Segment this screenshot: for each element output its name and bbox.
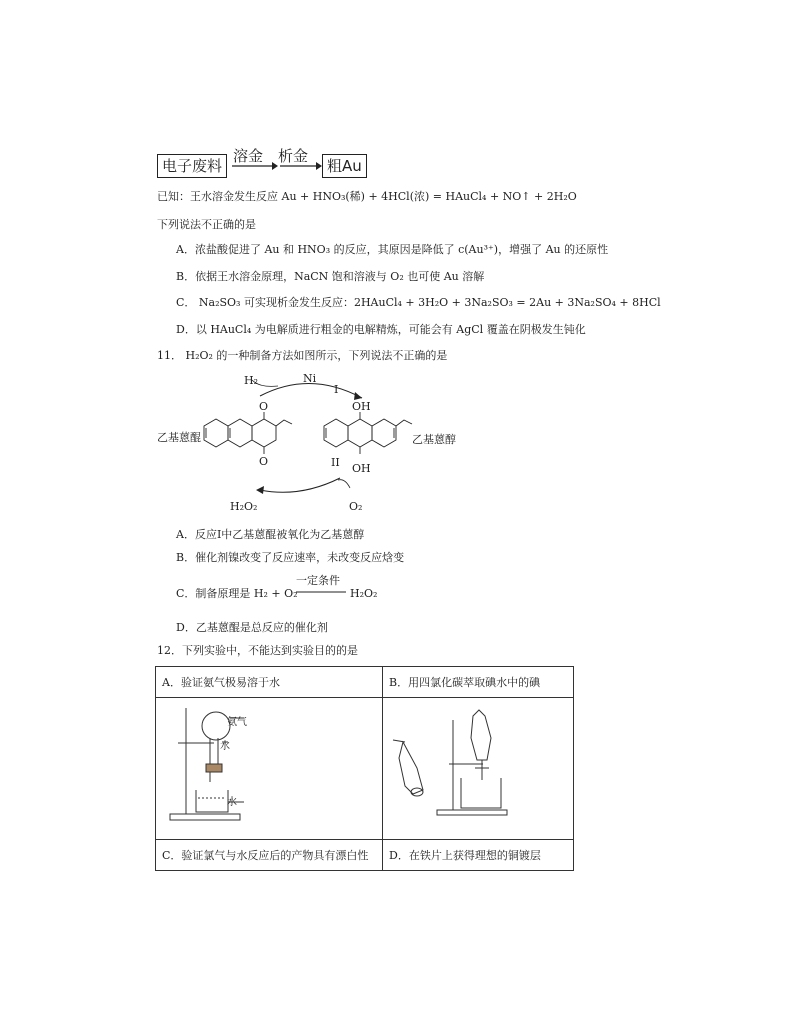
q10-stem: 下列说法不正确的是: [157, 218, 256, 231]
q11-h2o2-label: H₂O₂: [230, 500, 258, 513]
q11-o-bottom: O: [259, 455, 269, 468]
known-reaction: 已知：王水溶金发生反应 Au + HNO₃(稀) + 4HCl(浓) = HAuCl₄ + NO↑ + 2H₂O: [157, 190, 577, 203]
flow-box-crude-au: 粗Au: [322, 154, 367, 178]
q12-cell-a: A．验证氨气极易溶于水: [156, 667, 383, 698]
q12-figure-b: [383, 698, 574, 840]
q12-cell-c: C．验证氯气与水反应后的产物具有漂白性: [156, 840, 383, 871]
q10-option-d: D．以 HAuCl₄ 为电解质进行粗金的电解精炼，可能会有 AgCl 覆盖在阴极发生钝化: [176, 323, 586, 336]
q11-option-c: C．制备原理是 H₂ + O₂: [176, 587, 298, 600]
q11-oh-top: OH: [352, 400, 371, 413]
q11-ni-label: Ni: [303, 372, 317, 385]
q11-c-product: H₂O₂: [350, 587, 378, 600]
q11-stem: 11． H₂O₂ 的一种制备方法如图所示，下列说法不正确的是: [157, 349, 448, 362]
q12-label-water-lower: 水: [227, 797, 237, 808]
flow-box-ewaste: 电子废料: [157, 154, 227, 178]
q11-left-name: 乙基蒽醌: [157, 431, 201, 444]
flow-label-precipitate: 析金: [278, 147, 309, 165]
q11-o-top: O: [259, 400, 269, 413]
q12-label-nh3: 氨气: [227, 717, 247, 728]
q11-c-condition: 一定条件: [296, 574, 340, 587]
q12-table: [155, 666, 574, 871]
q12-cell-d: D．在铁片上获得理想的铜镀层: [383, 840, 574, 871]
q11-c-arrow-line: [296, 590, 348, 594]
q10-option-b: B．依据王水溶金原理，NaCN 饱和溶液与 O₂ 也可使 Au 溶解: [176, 270, 485, 283]
separatory-funnel-figure: [383, 698, 573, 836]
q11-option-d: D．乙基蒽醌是总反应的催化剂: [176, 621, 328, 634]
q11-option-a: A．反应Ⅰ中乙基蒽醌被氧化为乙基蒽醇: [176, 528, 365, 541]
q11-right-name: 乙基蒽醇: [412, 433, 456, 446]
q10-option-a: A．浓盐酸促进了 Au 和 HNO₃ 的反应，其原因是降低了 c(Au³⁺)，增强了 Au 的还原性: [176, 243, 609, 256]
q11-oh-bottom: OH: [352, 462, 371, 475]
q11-option-b: B．催化剂镍改变了反应速率，未改变反应焓变: [176, 551, 405, 564]
q11-h2-label: H₂: [244, 374, 259, 387]
q12-stem: 12．下列实验中，不能达到实验目的的是: [157, 644, 358, 657]
flow-label-dissolve: 溶金: [233, 147, 264, 165]
q12-label-water-upper: 水: [220, 741, 230, 752]
q12-figure-a: [156, 698, 383, 840]
fountain-apparatus-figure: [156, 698, 382, 836]
q10-option-c: C． Na₂SO₃ 可实现析金发生反应：2HAuCl₄ + 3H₂O + 3Na₂SO₃ = 2Au + 3Na₂SO₄ + 8HCl: [176, 296, 661, 309]
q11-o2-label: O₂: [349, 500, 363, 513]
q12-cell-b: B．用四氯化碳萃取碘水中的碘: [383, 667, 574, 698]
flow-arrows: [232, 160, 324, 172]
q11-roman-one: I: [334, 383, 339, 396]
q11-roman-two: II: [331, 456, 340, 469]
